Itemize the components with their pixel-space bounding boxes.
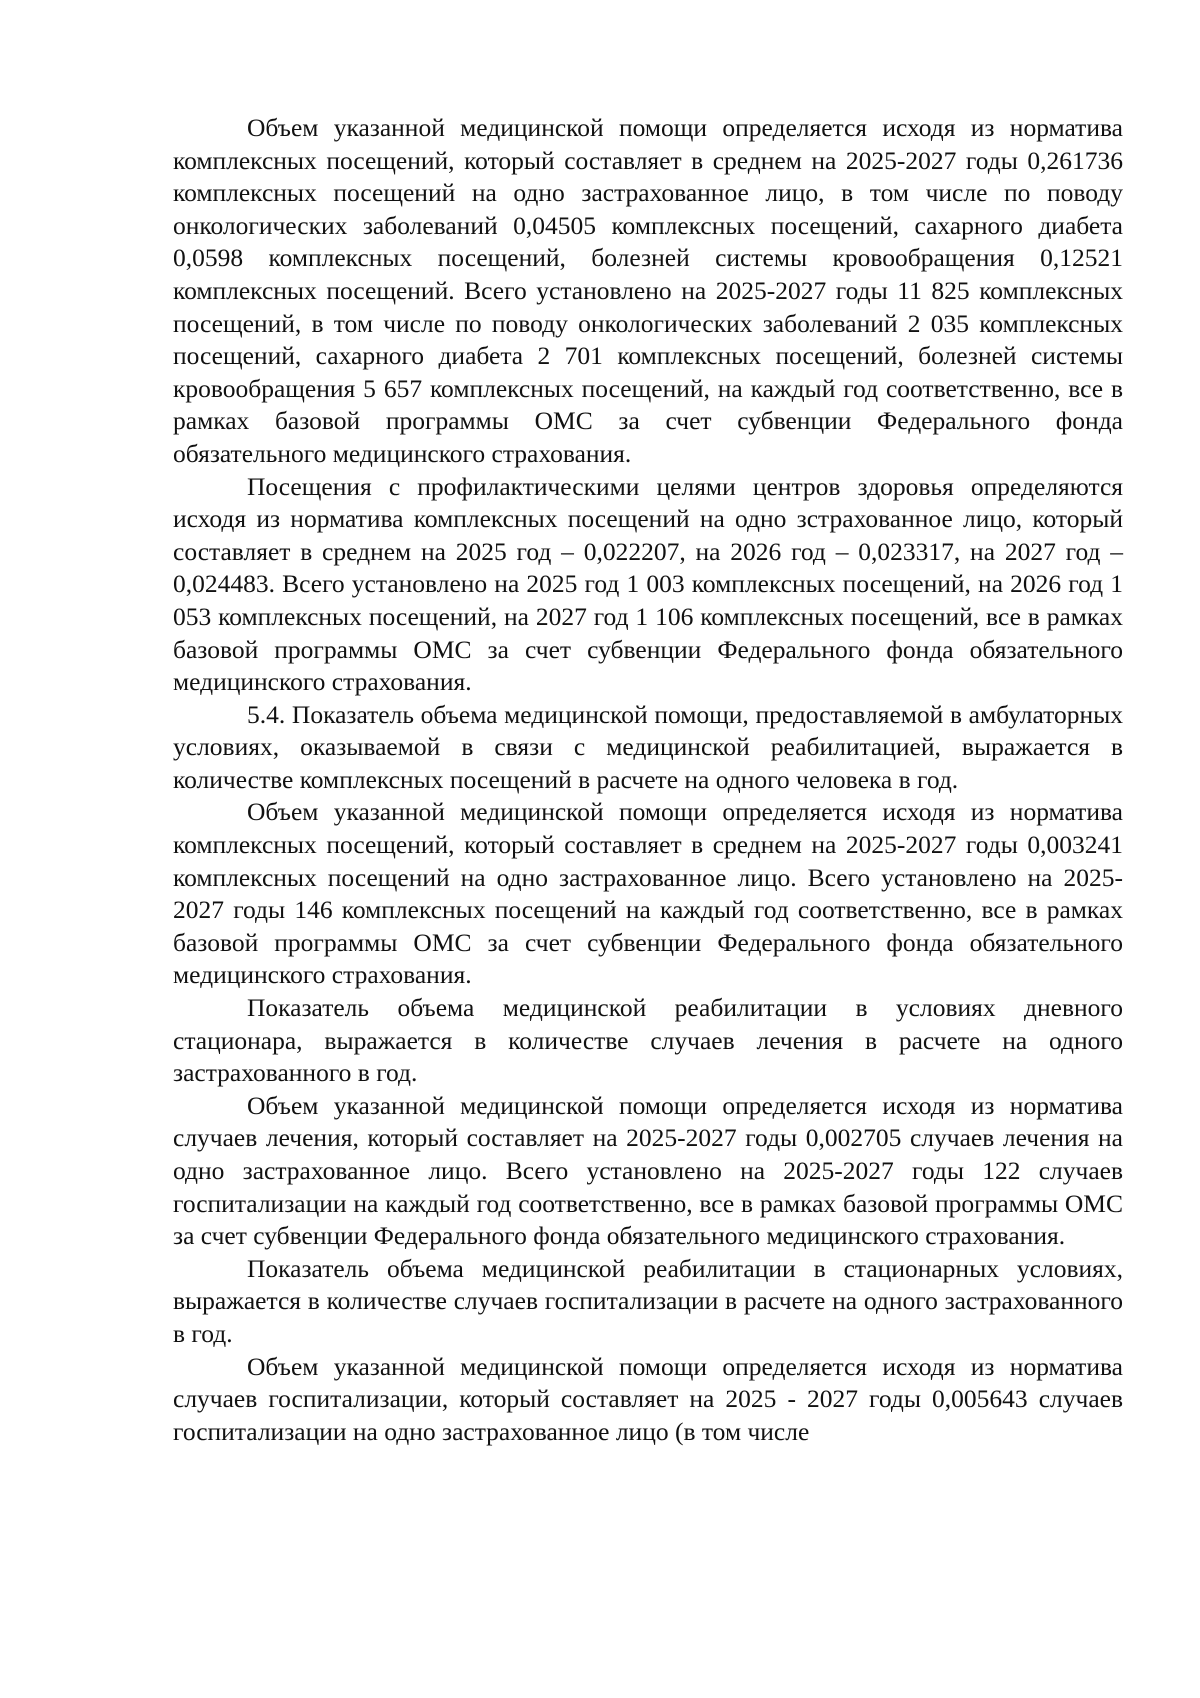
paragraph-section-5-4: 5.4. Показатель объема медицинской помощи, предоставляемой в амбулаторных условиях, оказываемой в связи с медицинской реабилитацией, выражается в количестве комплексных посещений в расчете на одного человека в год. [173, 699, 1123, 794]
paragraph-rehab-visits-volume: Объем указанной медицинской помощи определяется исходя из норматива комплексных посещений, который составляет в среднем на 2025-2027 годы 0,003241 комплексных посещений на одно застрахованное лицо. Всего установлено на 2025-2027 годы 146 комплексных посещений на каждый год соответственно, все в рамках базовой программы ОМС за счет субвенции Федерального фонда обязательного медицинского страхования. [173, 797, 1123, 990]
paragraph-complex-visits-volume: Объем указанной медицинской помощи определяется исходя из норматива комплексных посещений, который составляет в среднем на 2025-2027 годы 0,261736 комплексных посещений на одно застрахованное лицо, в том числе по поводу онкологических заболеваний 0,04505 комплексных посещений, сахарного диабета 0,0598 комплексных посещений, болезней системы кровообращения 0,12521 комплексных посещений. Всего установлено на 2025-2027 годы 11 825 комплексных посещений, в том числе по поводу онкологических заболеваний 2 035 комплексных посещений, сахарного диабета 2 701 комплексных посещений, болезней системы кровообращения 5 657 комплексных посещений, на каждый год соответственно, все в рамках базовой программы ОМС за счет субвенции Федерального фонда обязательного медицинского страхования. [173, 113, 1123, 468]
document-page [173, 112, 1123, 1448]
paragraph-day-hospital-volume: Объем указанной медицинской помощи определяется исходя из норматива случаев лечения, который составляет на 2025-2027 годы 0,002705 случаев лечения на одно застрахованное лицо. Всего установлено на 2025-2027 годы 122 случаев госпитализации на каждый год соответственно, все в рамках базовой программы ОМС за счет субвенции Федерального фонда обязательного медицинского страхования. [173, 1090, 1123, 1251]
paragraph-inpatient-indicator: Показатель объема медицинской реабилитации в стационарных условиях, выражается в количестве случаев госпитализации в расчете на одного застрахованного в год. [173, 1253, 1123, 1348]
paragraph-health-centers-visits: Посещения с профилактическими целями центров здоровья определяются исходя из норматива комплексных посещений на одно зстрахованное лицо, который составляет в среднем на 2025 год – 0,022207, на 2026 год – 0,023317, на 2027 год – 0,024483. Всего установлено на 2025 год 1 003 комплексных посещений, на 2026 год 1 053 комплексных посещений, на 2027 год 1 106 комплексных посещений, все в рамках базовой программы ОМС за счет субвенции Федерального фонда обязательного медицинского страхования. [173, 471, 1123, 697]
paragraph-day-hospital-indicator: Показатель объема медицинской реабилитации в условиях дневного стационара, выражается в количестве случаев лечения в расчете на одного застрахованного в год. [173, 993, 1123, 1088]
paragraph-inpatient-volume: Объем указанной медицинской помощи определяется исходя из норматива случаев госпитализации, который составляет на 2025 - 2027 годы 0,005643 случаев госпитализации на одно застрахованное лицо (в том числе [173, 1351, 1123, 1446]
